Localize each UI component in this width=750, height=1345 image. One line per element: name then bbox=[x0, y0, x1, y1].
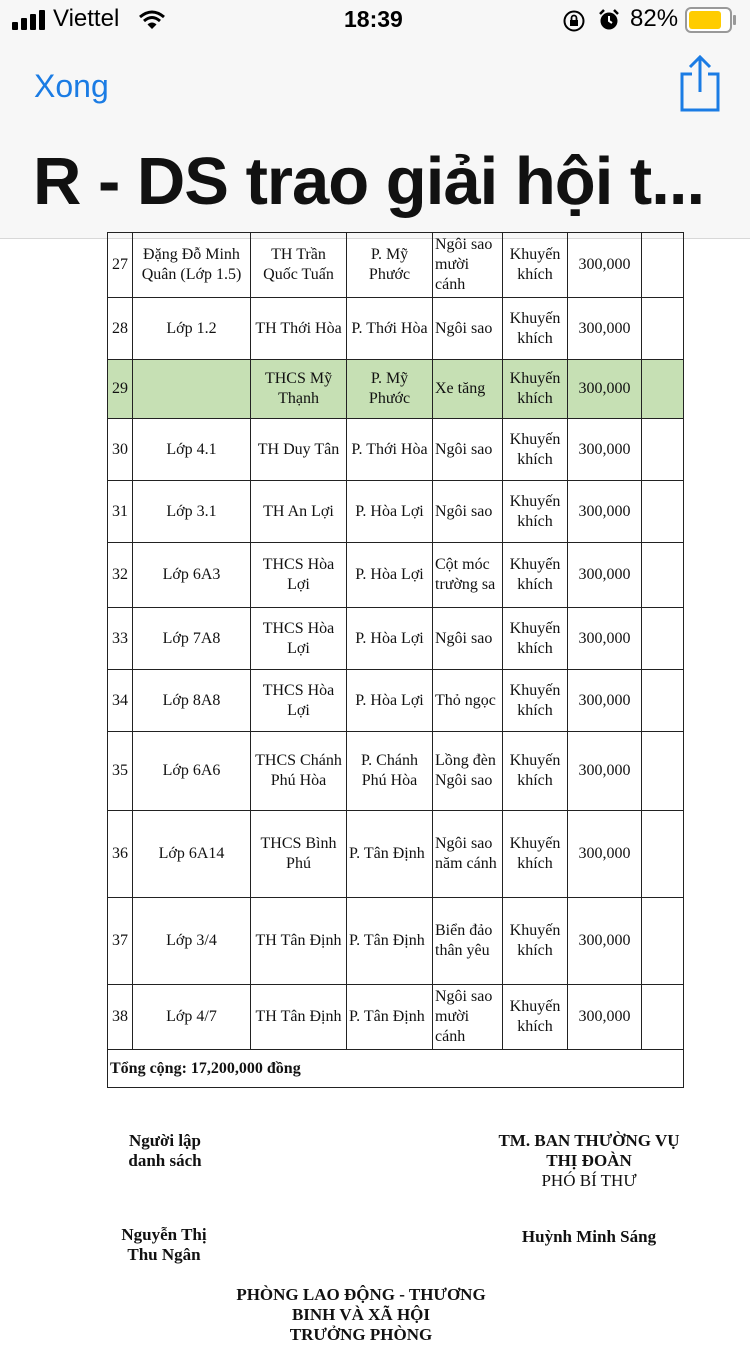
table-row bbox=[108, 670, 684, 732]
table-row bbox=[108, 608, 684, 670]
signal-icon bbox=[12, 10, 48, 30]
row-number: 35 bbox=[108, 732, 133, 811]
school-name: THCS Chánh Phú Hòa bbox=[251, 732, 347, 811]
row-number: 31 bbox=[108, 481, 133, 543]
board-name: Huỳnh Minh Sáng bbox=[521, 1227, 657, 1246]
student-name: Lớp 6A6 bbox=[133, 732, 251, 811]
school-name: THCS Mỹ Thạnh bbox=[251, 360, 347, 419]
ward-name: P. Mỹ Phước bbox=[347, 233, 433, 298]
note-cell bbox=[642, 670, 684, 732]
table-row bbox=[108, 419, 684, 481]
note-cell bbox=[642, 360, 684, 419]
student-name: Lớp 1.2 bbox=[133, 298, 251, 360]
row-number: 37 bbox=[108, 898, 133, 985]
prize-amount: 300,000 bbox=[568, 419, 642, 481]
ward-name: P. Thới Hòa bbox=[347, 298, 433, 360]
table-row bbox=[108, 898, 684, 985]
student-name bbox=[133, 360, 251, 419]
prize-amount: 300,000 bbox=[568, 543, 642, 608]
school-name: THCS Hòa Lợi bbox=[251, 670, 347, 732]
student-name: Lớp 6A3 bbox=[133, 543, 251, 608]
ward-name: P. Thới Hòa bbox=[347, 419, 433, 481]
award-table bbox=[107, 232, 684, 1088]
note-cell bbox=[642, 898, 684, 985]
table-row bbox=[108, 481, 684, 543]
product-name: Ngôi sao bbox=[433, 298, 503, 360]
school-name: TH Thới Hòa bbox=[251, 298, 347, 360]
product-name: Ngôi sao bbox=[433, 481, 503, 543]
note-cell bbox=[642, 732, 684, 811]
prize-level: Khuyến khích bbox=[503, 233, 568, 298]
prize-amount: 300,000 bbox=[568, 811, 642, 898]
student-name: Lớp 3.1 bbox=[133, 481, 251, 543]
school-name: THCS Hòa Lợi bbox=[251, 543, 347, 608]
note-cell bbox=[642, 608, 684, 670]
nav-bar bbox=[0, 40, 750, 239]
prize-amount: 300,000 bbox=[568, 298, 642, 360]
product-name: Thỏ ngọc bbox=[433, 670, 503, 732]
product-name: Ngôi sao bbox=[433, 419, 503, 481]
prize-level: Khuyến khích bbox=[503, 608, 568, 670]
battery-percent: 82% bbox=[630, 5, 679, 32]
school-name: THCS Hòa Lợi bbox=[251, 608, 347, 670]
share-icon[interactable] bbox=[678, 54, 722, 112]
prize-level: Khuyến khích bbox=[503, 985, 568, 1050]
table-row bbox=[108, 543, 684, 608]
product-name: Lồng đèn Ngôi sao bbox=[433, 732, 503, 811]
ward-name: P. Hòa Lợi bbox=[347, 670, 433, 732]
student-name: Đặng Đỗ Minh Quân (Lớp 1.5) bbox=[133, 233, 251, 298]
row-number: 29 bbox=[108, 360, 133, 419]
table-row bbox=[108, 985, 684, 1050]
school-name: TH Tân Định bbox=[251, 985, 347, 1050]
document-view[interactable] bbox=[0, 236, 750, 1344]
done-button[interactable]: Xong bbox=[34, 68, 109, 104]
board-role: PHÓ BÍ THƯ bbox=[541, 1171, 637, 1190]
school-name: TH Trần Quốc Tuấn bbox=[251, 233, 347, 298]
prize-level: Khuyến khích bbox=[503, 481, 568, 543]
dept-signature bbox=[222, 1285, 500, 1345]
wifi-icon bbox=[139, 10, 165, 30]
product-name: Biển đảo thân yêu bbox=[433, 898, 503, 985]
ward-name: P. Tân Định bbox=[347, 985, 433, 1050]
note-cell bbox=[642, 811, 684, 898]
dept-role: TRƯỞNG PHÒNG bbox=[289, 1325, 433, 1344]
row-number: 38 bbox=[108, 985, 133, 1050]
student-name: Lớp 3/4 bbox=[133, 898, 251, 985]
product-name: Ngôi sao năm cánh bbox=[433, 811, 503, 898]
prize-amount: 300,000 bbox=[568, 233, 642, 298]
preparer-name: Nguyễn Thị Thu Ngân bbox=[121, 1225, 207, 1264]
ward-name: P. Hòa Lợi bbox=[347, 608, 433, 670]
prize-amount: 300,000 bbox=[568, 360, 642, 419]
table-row bbox=[108, 360, 684, 419]
ward-name: P. Tân Định bbox=[347, 898, 433, 985]
ward-name: P. Chánh Phú Hòa bbox=[347, 732, 433, 811]
row-number: 34 bbox=[108, 670, 133, 732]
status-bar bbox=[0, 0, 750, 40]
prize-amount: 300,000 bbox=[568, 732, 642, 811]
preparer-title: Người lập danh sách bbox=[128, 1131, 202, 1170]
prize-level: Khuyến khích bbox=[503, 732, 568, 811]
prize-level: Khuyến khích bbox=[503, 811, 568, 898]
ward-name: P. Tân Định bbox=[347, 811, 433, 898]
prize-amount: 300,000 bbox=[568, 608, 642, 670]
school-name: TH An Lợi bbox=[251, 481, 347, 543]
row-number: 28 bbox=[108, 298, 133, 360]
row-number: 30 bbox=[108, 419, 133, 481]
carrier-name: Viettel bbox=[53, 5, 120, 32]
student-name: Lớp 4/7 bbox=[133, 985, 251, 1050]
board-signature bbox=[494, 1131, 684, 1191]
note-cell bbox=[642, 233, 684, 298]
prize-level: Khuyến khích bbox=[503, 360, 568, 419]
note-cell bbox=[642, 543, 684, 608]
table-row bbox=[108, 732, 684, 811]
student-name: Lớp 6A14 bbox=[133, 811, 251, 898]
row-number: 32 bbox=[108, 543, 133, 608]
student-name: Lớp 7A8 bbox=[133, 608, 251, 670]
school-name: TH Tân Định bbox=[251, 898, 347, 985]
board-title: TM. BAN THƯỜNG VỤ THỊ ĐOÀN bbox=[498, 1131, 680, 1170]
prize-level: Khuyến khích bbox=[503, 670, 568, 732]
row-number: 36 bbox=[108, 811, 133, 898]
prize-amount: 300,000 bbox=[568, 898, 642, 985]
prize-amount: 300,000 bbox=[568, 670, 642, 732]
prize-amount: 300,000 bbox=[568, 481, 642, 543]
student-name: Lớp 8A8 bbox=[133, 670, 251, 732]
prize-level: Khuyến khích bbox=[503, 898, 568, 985]
ward-name: P. Mỹ Phước bbox=[347, 360, 433, 419]
product-name: Ngôi sao mười cánh bbox=[433, 985, 503, 1050]
prize-amount: 300,000 bbox=[568, 985, 642, 1050]
table-row bbox=[108, 811, 684, 898]
prize-level: Khuyến khích bbox=[503, 298, 568, 360]
row-number: 27 bbox=[108, 233, 133, 298]
school-name: THCS Bình Phú bbox=[251, 811, 347, 898]
product-name: Ngôi sao bbox=[433, 608, 503, 670]
note-cell bbox=[642, 985, 684, 1050]
table-row bbox=[108, 233, 684, 298]
ward-name: P. Hòa Lợi bbox=[347, 481, 433, 543]
table-row bbox=[108, 298, 684, 360]
product-name: Xe tăng bbox=[433, 360, 503, 419]
note-cell bbox=[642, 481, 684, 543]
student-name: Lớp 4.1 bbox=[133, 419, 251, 481]
prize-level: Khuyến khích bbox=[503, 419, 568, 481]
note-cell bbox=[642, 298, 684, 360]
dept-title: PHÒNG LAO ĐỘNG - THƯƠNG BINH VÀ XÃ HỘI bbox=[236, 1285, 486, 1324]
total-row bbox=[108, 1050, 684, 1088]
prize-level: Khuyến khích bbox=[503, 543, 568, 608]
ward-name: P. Hòa Lợi bbox=[347, 543, 433, 608]
product-name: Ngôi sao mười cánh bbox=[433, 233, 503, 298]
row-number: 33 bbox=[108, 608, 133, 670]
document-title: R - DS trao giải hội t... bbox=[33, 144, 705, 219]
total-amount: Tổng cộng: 17,200,000 đồng bbox=[108, 1050, 684, 1088]
product-name: Cột móc trường sa bbox=[433, 543, 503, 608]
school-name: TH Duy Tân bbox=[251, 419, 347, 481]
clock: 18:39 bbox=[344, 6, 403, 32]
orientation-lock-icon bbox=[562, 9, 586, 33]
note-cell bbox=[642, 419, 684, 481]
alarm-icon bbox=[597, 8, 621, 32]
battery-icon bbox=[685, 7, 737, 33]
